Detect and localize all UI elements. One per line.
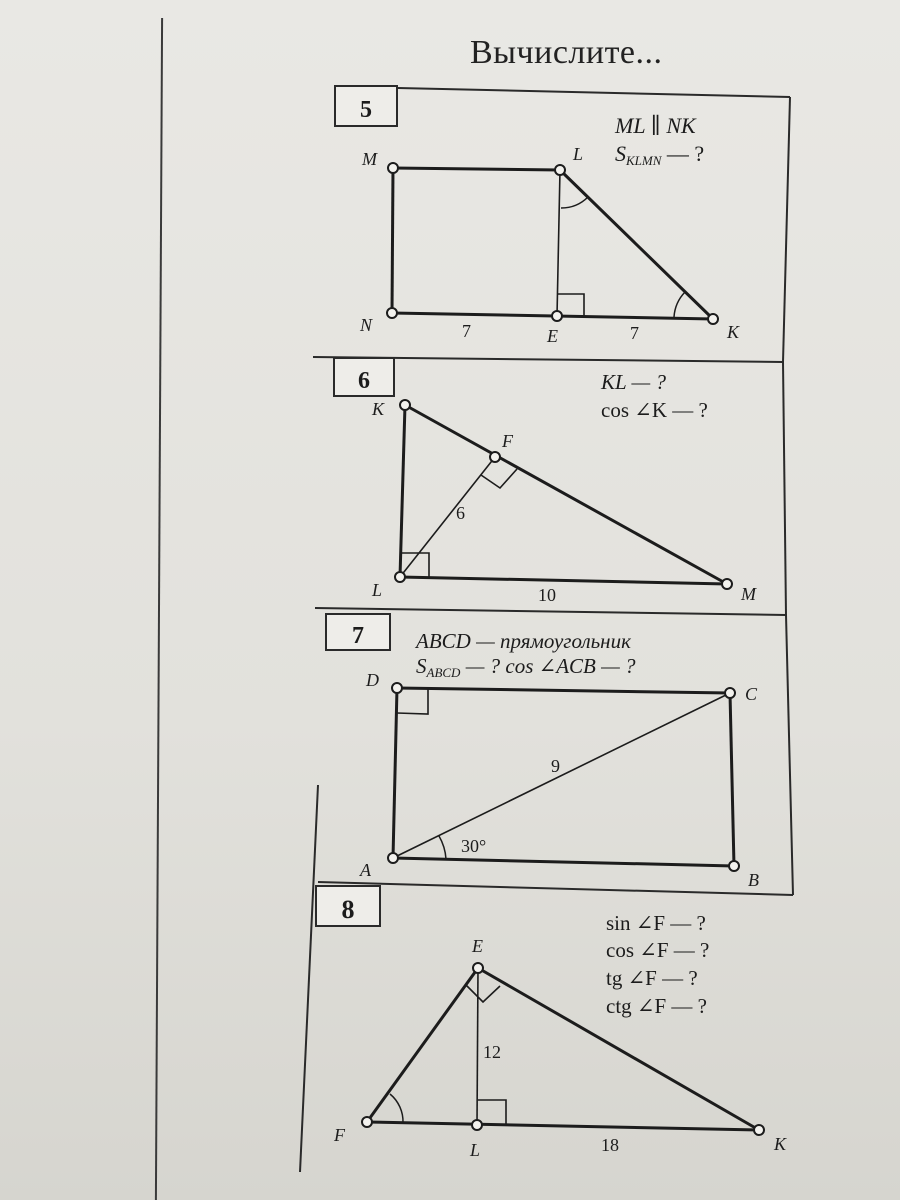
question-5-area-rest: — ?: [661, 141, 705, 166]
frame-top-line: [398, 88, 790, 97]
task-number-7: 7: [352, 623, 364, 649]
question-5-area: [615, 141, 704, 168]
label-n: N: [360, 315, 373, 335]
height-el: [477, 968, 478, 1125]
segment-fk: [367, 1122, 759, 1130]
figure-triangle-klm: [395, 400, 732, 589]
segment-cb: [730, 693, 734, 866]
question-5-parallel: ML ∥ NK: [615, 113, 696, 138]
task-number-6: 6: [358, 368, 370, 394]
frame-right-7: [786, 615, 793, 895]
figure-rectangle-abcd: [388, 683, 739, 871]
segment-da: [393, 688, 397, 858]
angle-mark-f: [390, 1094, 403, 1123]
right-angle-f: [481, 469, 517, 488]
height-lf: [400, 457, 495, 577]
value-lk: 18: [601, 1135, 619, 1155]
task-number-8: 8: [341, 895, 355, 924]
diagonal-ac: [393, 693, 730, 858]
question-6-kl: KL — ?: [601, 370, 666, 394]
segment-kl: [400, 405, 405, 577]
point-m: [388, 163, 398, 173]
label-l8: L: [470, 1140, 481, 1160]
point-e: [552, 311, 562, 321]
point-k: [708, 314, 718, 324]
question-5-area-sub: KLMN: [626, 153, 662, 168]
value-ne: 7: [462, 321, 471, 341]
value-el: 12: [483, 1042, 501, 1062]
segment-lk: [560, 170, 713, 319]
point-k6: [400, 400, 410, 410]
angle-mark-k: [674, 292, 685, 317]
question-5-area-s: S: [615, 141, 626, 166]
value-angle-a: 30°: [461, 836, 487, 856]
point-l8: [472, 1120, 482, 1130]
point-m6: [722, 579, 732, 589]
segment-ab: [393, 858, 734, 866]
segment-mn: [392, 168, 393, 313]
right-angle-l: [401, 553, 429, 577]
label-l6: L: [372, 580, 383, 600]
label-m: M: [362, 149, 377, 169]
angle-mark-l: [561, 197, 588, 208]
point-k8: [754, 1125, 764, 1135]
point-n: [387, 308, 397, 318]
value-ac: 9: [551, 756, 560, 776]
question-8-cos: cos ∠F — ?: [606, 938, 710, 962]
frame-left-8: [300, 785, 318, 1172]
question-7-area: [416, 654, 636, 680]
label-f: F: [502, 431, 513, 451]
label-l: L: [573, 144, 584, 164]
point-e8: [473, 963, 483, 973]
label-k8: K: [774, 1134, 787, 1154]
frame-right-5: [783, 97, 790, 362]
point-l6: [395, 572, 405, 582]
figure-trapezoid-klmn: [387, 163, 718, 324]
figure-triangle-efk: [362, 963, 764, 1135]
point-c: [725, 688, 735, 698]
value-lf: 6: [456, 503, 465, 523]
point-b: [729, 861, 739, 871]
segment-lm: [400, 577, 727, 584]
segment-ek: [478, 968, 759, 1130]
angle-mark-a: [439, 836, 446, 859]
label-m6: M: [741, 584, 756, 604]
segment-km: [405, 405, 727, 584]
label-k6: K: [372, 399, 385, 419]
point-f: [490, 452, 500, 462]
right-angle-d: [397, 689, 428, 714]
label-b: B: [748, 870, 759, 890]
segment-ef: [367, 968, 478, 1122]
right-angle-e8: [466, 985, 500, 1002]
label-f8: F: [334, 1125, 345, 1145]
label-e: E: [547, 326, 558, 346]
segment-dc: [397, 688, 730, 693]
question-8-tg: tg ∠F — ?: [606, 966, 698, 990]
question-7-area-sub: ABCD: [426, 665, 461, 680]
label-e8: E: [472, 936, 483, 956]
point-l: [555, 165, 565, 175]
question-6-cos: cos ∠K — ?: [601, 398, 708, 422]
right-angle-l8: [478, 1100, 506, 1125]
question-8-sin: sin ∠F — ?: [606, 911, 706, 935]
question-7-area-s: S: [416, 654, 427, 678]
label-c: C: [745, 684, 758, 704]
question-7-area-rest: — ? cos ∠ACB — ?: [460, 654, 636, 678]
segment-ml: [393, 168, 560, 170]
frame-divider-7-8: [318, 882, 793, 895]
task-number-5: 5: [360, 97, 372, 123]
value-ek: 7: [630, 323, 639, 343]
point-f8: [362, 1117, 372, 1127]
question-7-rect: ABCD — прямоугольник: [416, 629, 631, 653]
frame-right-6: [783, 362, 786, 615]
value-lm: 10: [538, 585, 556, 605]
point-d: [392, 683, 402, 693]
page-heading: Вычислите...: [470, 34, 663, 71]
label-a: A: [360, 860, 371, 880]
point-a: [388, 853, 398, 863]
label-k: K: [727, 322, 740, 342]
label-d: D: [366, 670, 379, 690]
question-8-ctg: ctg ∠F — ?: [606, 994, 708, 1018]
